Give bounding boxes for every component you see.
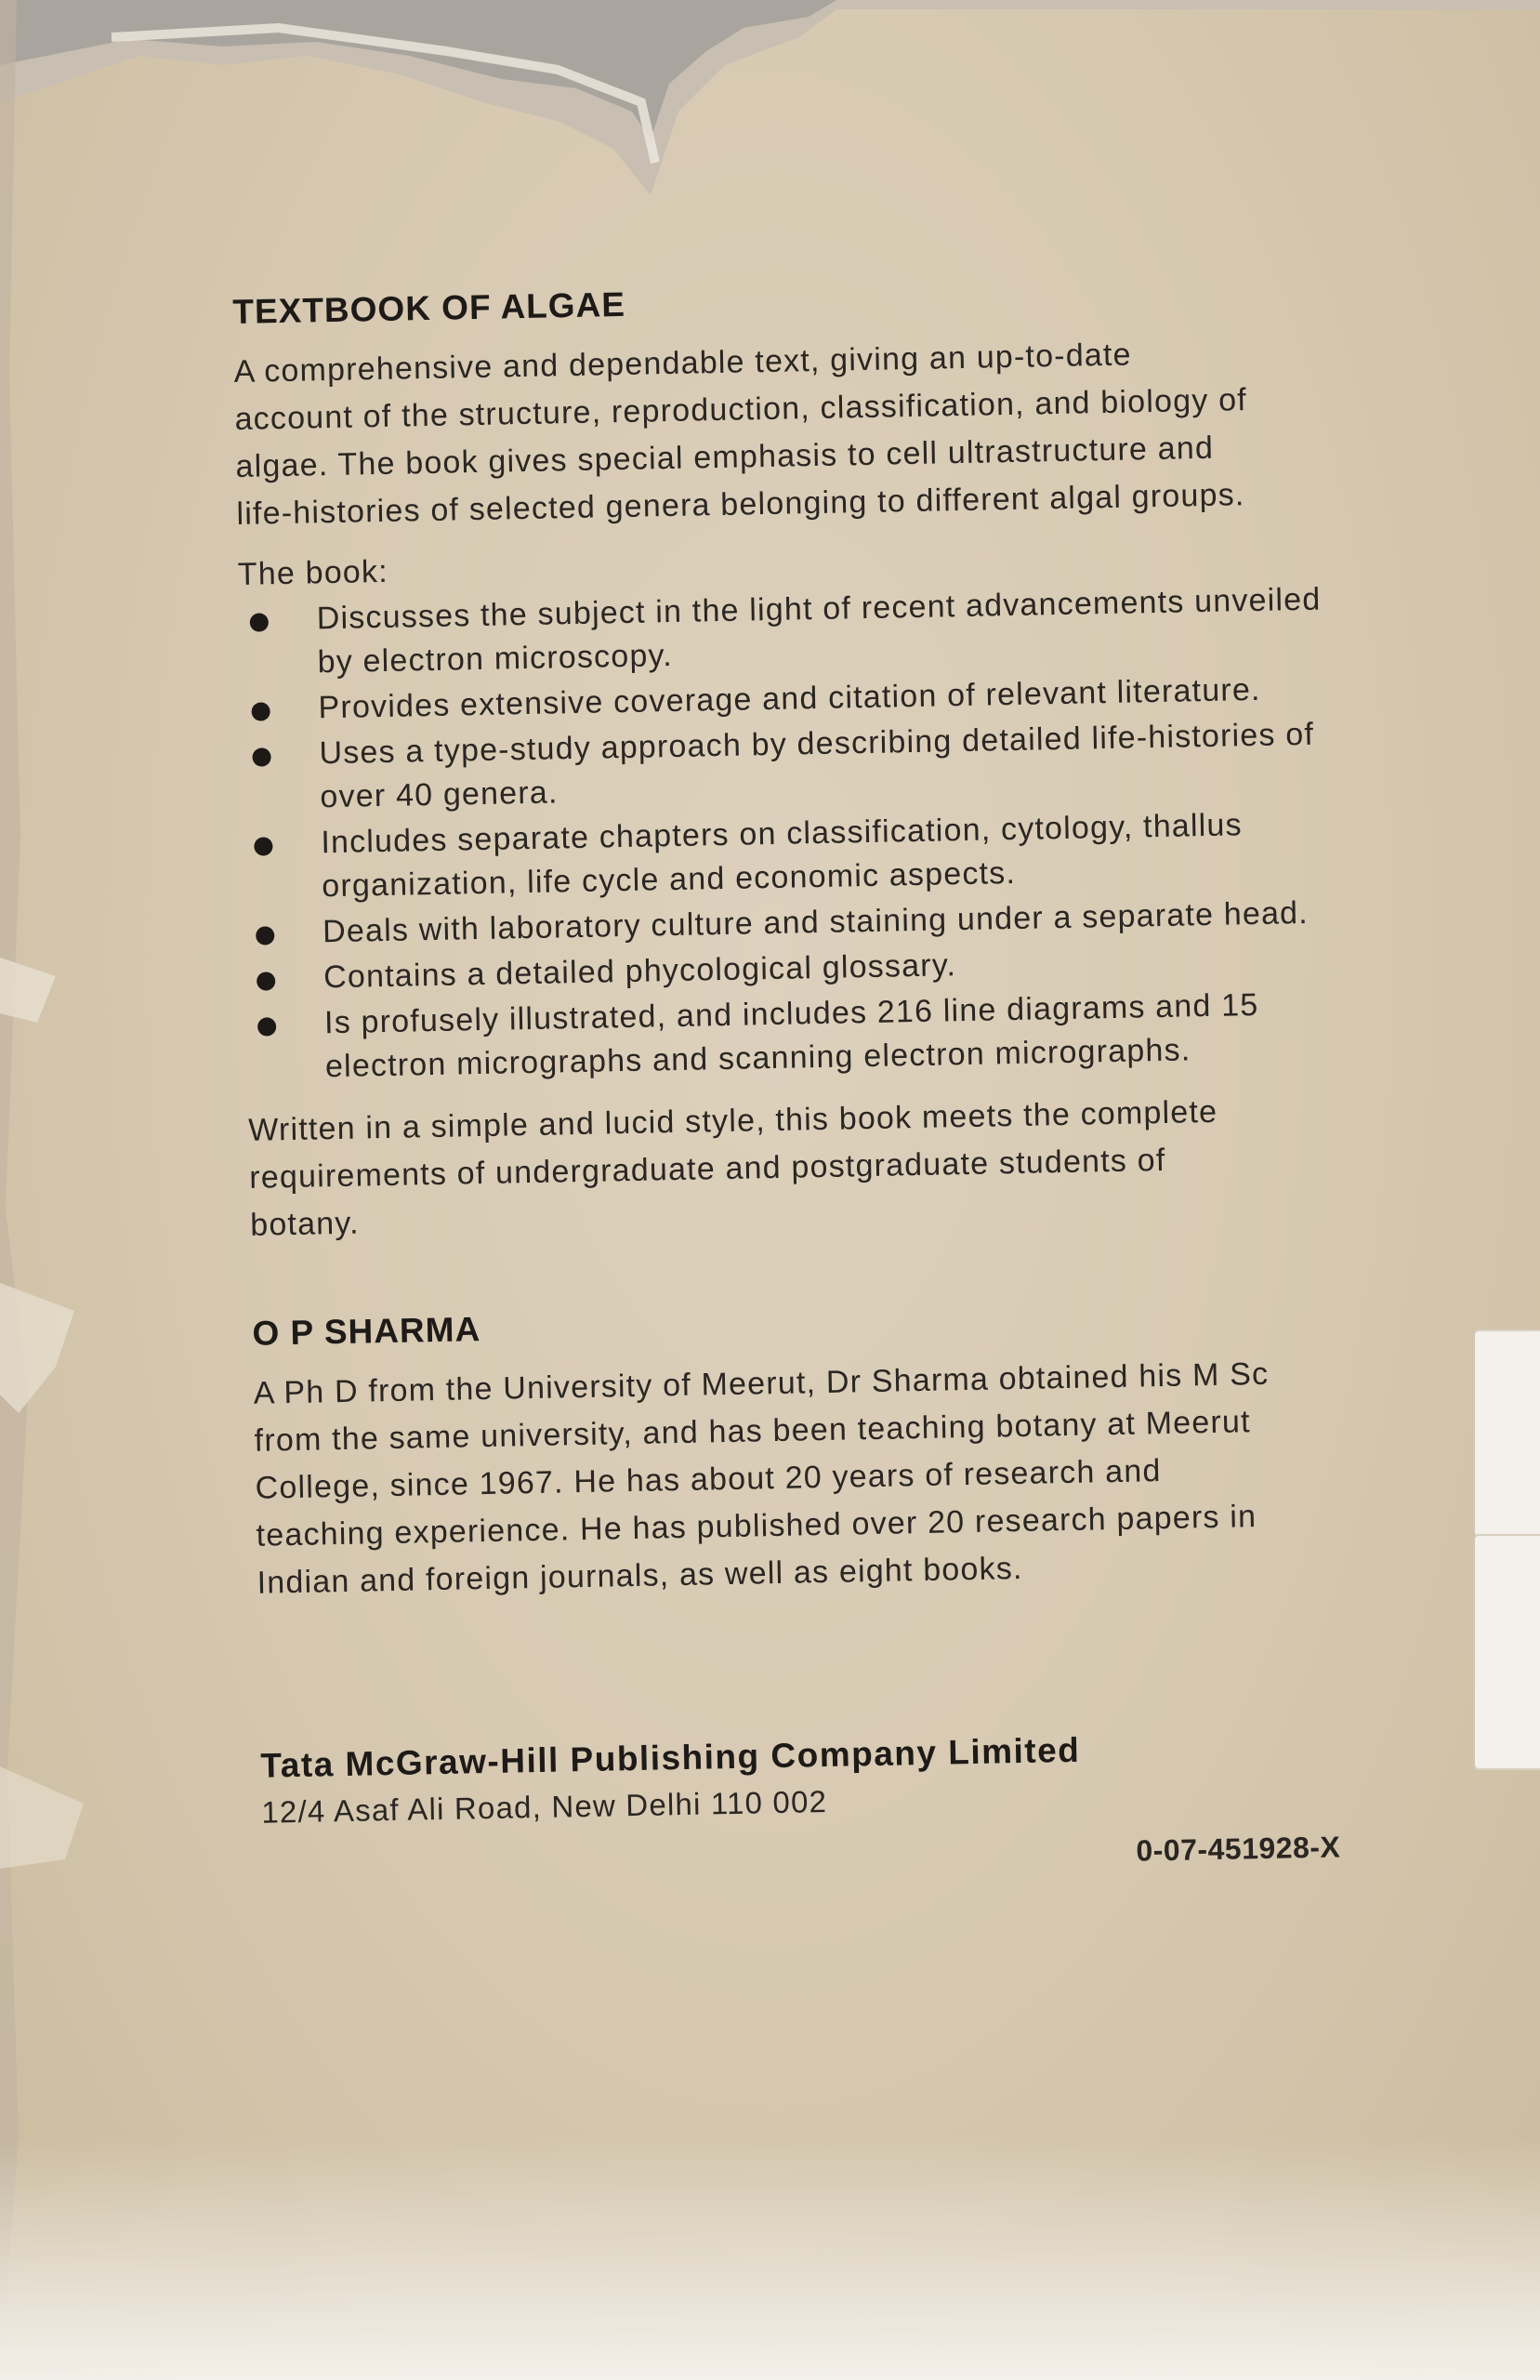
author-bio: A Ph D from the University of Meerut, Dr Sharma obtained his M Sc from the same university, and has been teaching botany at Meerut College, since 1967. He has about 20 years of research and teaching experience. He has published over 20 research papers in Indian and foreign journals, as well as eight books. (253, 1355, 1270, 1601)
isbn: 0-07-451928-X (1136, 1830, 1341, 1868)
publisher-address: 12/4 Asaf Ali Road, New Delhi 110 002 (261, 1784, 828, 1830)
list-item: Contains a detailed phycological glossary. (245, 936, 1343, 1001)
publisher-name: Tata McGraw-Hill Publishing Company Limited (260, 1730, 1081, 1785)
author-name: O P SHARMA (252, 1310, 481, 1353)
page-tab-upper (1473, 1329, 1540, 1538)
features-list (238, 577, 1344, 1091)
bullet-icon (254, 837, 272, 855)
book-closing: Written in a simple and lucid style, this book meets the complete requirements of undergraduate and postgraduate students of botany. (247, 1093, 1218, 1243)
list-item: Is profusely illustrated, and includes 216 line diagrams and 15 electron micrographs and scanning electron micrographs. (246, 982, 1345, 1091)
author-section (252, 1293, 1354, 1607)
bullet-icon (257, 972, 275, 990)
bullet-icon (251, 702, 270, 721)
publisher-section (260, 1726, 1360, 1885)
features-lead-in: The book: (237, 553, 389, 592)
bullet-icon (256, 926, 274, 945)
page-tab-lower (1473, 1534, 1540, 1770)
torn-edge-decoration (0, 0, 1540, 214)
worn-spine-edge (0, 0, 112, 2380)
list-item: Deals with laboratory culture and staining under a separate head. (244, 891, 1342, 956)
list-item: Discusses the subject in the light of recent advancements unveiled by electron microscopy. (238, 577, 1336, 686)
list-item: Includes separate chapters on classification, cytology, thallus organization, life cycle and economic aspects. (243, 801, 1341, 910)
book-title: TEXTBOOK OF ALGAE (232, 284, 626, 331)
list-item: Uses a type-study approach by describing detailed life-histories of over 40 genera. (241, 712, 1339, 821)
list-item: Provides extensive coverage and citation of relevant literature. (240, 667, 1337, 732)
bullet-icon (252, 747, 270, 766)
book-description: A comprehensive and dependable text, giving an up-to-date account of the structure, reproduction, classification, and biology of algae. The book gives special emphasis to cell ultrastructure and life-histories of selected genera belonging to different algal groups. (233, 337, 1248, 532)
bullet-icon (257, 1017, 276, 1036)
bottom-wear (0, 2138, 1540, 2380)
back-cover-text (232, 271, 1360, 1884)
bullet-icon (250, 613, 269, 631)
